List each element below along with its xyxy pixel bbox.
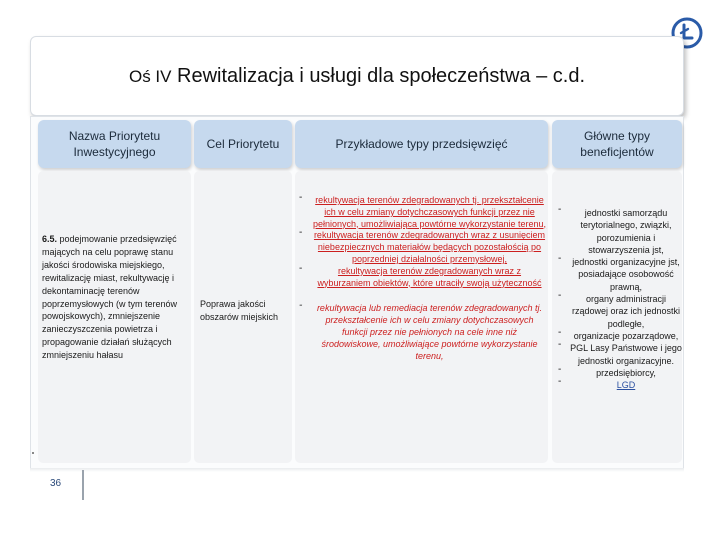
priority-text: podejmowanie przedsięwzięć mających na celu poprawę stanu jakości środowiska miejskiego, rewitalizację miast, rekultywację i dekontaminację terenów poprzemysłowych (w tym terenów powojskowych), zmniejszenie zanieczyszczenia powietrza i propagowanie działań służących zmniejszeniu hałasu [42, 234, 178, 361]
list-item [296, 227, 547, 265]
title-text: Rewitalizacja i usługi dla społeczeństwa – c.d. [177, 64, 586, 87]
beneficiaries-list [556, 204, 682, 391]
list-item [556, 326, 682, 342]
beneficiary-text: jednostki samorządu terytorialnego, związki, porozumienia i stowarzyszenia jst, [580, 208, 672, 255]
beneficiary-link[interactable]: LGD [616, 380, 636, 391]
list-item [556, 376, 682, 391]
list-dash: - [299, 227, 303, 239]
beneficiary-text: przedsiębiorcy, [596, 367, 656, 378]
priority-description [42, 233, 188, 362]
list-item [296, 262, 547, 290]
header-priority-name: Nazwa Priorytetu Inwestycyjnego [38, 120, 191, 168]
priority-code: 6.5. [42, 234, 58, 244]
divider-dot [32, 452, 34, 454]
beneficiary-text: jednostki organizacyjne jst, posiadające osobowość prawną, [572, 257, 680, 292]
list-item [296, 300, 547, 362]
list-dash: - [558, 290, 562, 302]
list-item [556, 204, 682, 256]
list-dash: - [558, 376, 562, 388]
project-type-text: rekultywacja lub remediacja terenów zdegradowanych tj. przekształcenie ich w celu zmiany dotychczasowych funkcji przez nie pełnionych na cele inne niż środowiskowe, umożliwiające powtórne wykorzystanie terenu, [316, 303, 543, 361]
page-divider [82, 470, 84, 500]
list-item [556, 290, 682, 330]
priority-goal: Poprawa jakości obszarów miejskich [200, 299, 279, 322]
list-dash: - [299, 192, 303, 203]
list-item [296, 192, 547, 230]
list-dash: - [299, 300, 303, 312]
list-dash: - [558, 339, 562, 351]
list-dash: - [558, 253, 562, 265]
list-item [556, 339, 682, 367]
frame-shadow [30, 468, 684, 472]
page-number: 36 [50, 478, 62, 489]
list-item [556, 253, 682, 293]
title-box [30, 36, 684, 116]
list-dash: - [299, 262, 303, 274]
header-project-types: Przykładowe typy przedsięwzięć [295, 120, 548, 168]
title-prefix: Oś IV [128, 66, 172, 86]
beneficiary-text: organizacje pozarządowe, [573, 330, 679, 341]
page-title [129, 65, 585, 88]
list-dash: - [558, 363, 562, 375]
project-type-text: rekultywacja terenów zdegradowanych tj. przekształcenie ich w celu zmiany dotychczasowych funkcji przez nie pełnionych, umożliwiająca powtórne wykorzystanie terenu, [312, 195, 547, 229]
list-dash: - [558, 326, 562, 338]
project-type-text: rekultywacja terenów zdegradowanych wraz z wyburzaniem obiektów, które utraciły swoją użyteczność [317, 265, 542, 288]
project-types-list [296, 192, 547, 362]
list-item [556, 363, 682, 379]
beneficiary-text: organy administracji rządowej oraz ich jednostki podległe, [571, 294, 681, 329]
beneficiary-text: PGL Lasy Państwowe i jego jednostki organizacyjne. [570, 343, 682, 366]
project-type-text: rekultywacja terenów zdegradowanych wraz z usunięciem niebezpiecznych materiałów będących pozostałością po poprzedniej działalności przemysłowej, [313, 230, 546, 264]
header-priority-goal: Cel Priorytetu [194, 120, 292, 168]
header-beneficiaries: Główne typy beneficjentów [552, 120, 682, 168]
list-dash: - [558, 204, 562, 215]
